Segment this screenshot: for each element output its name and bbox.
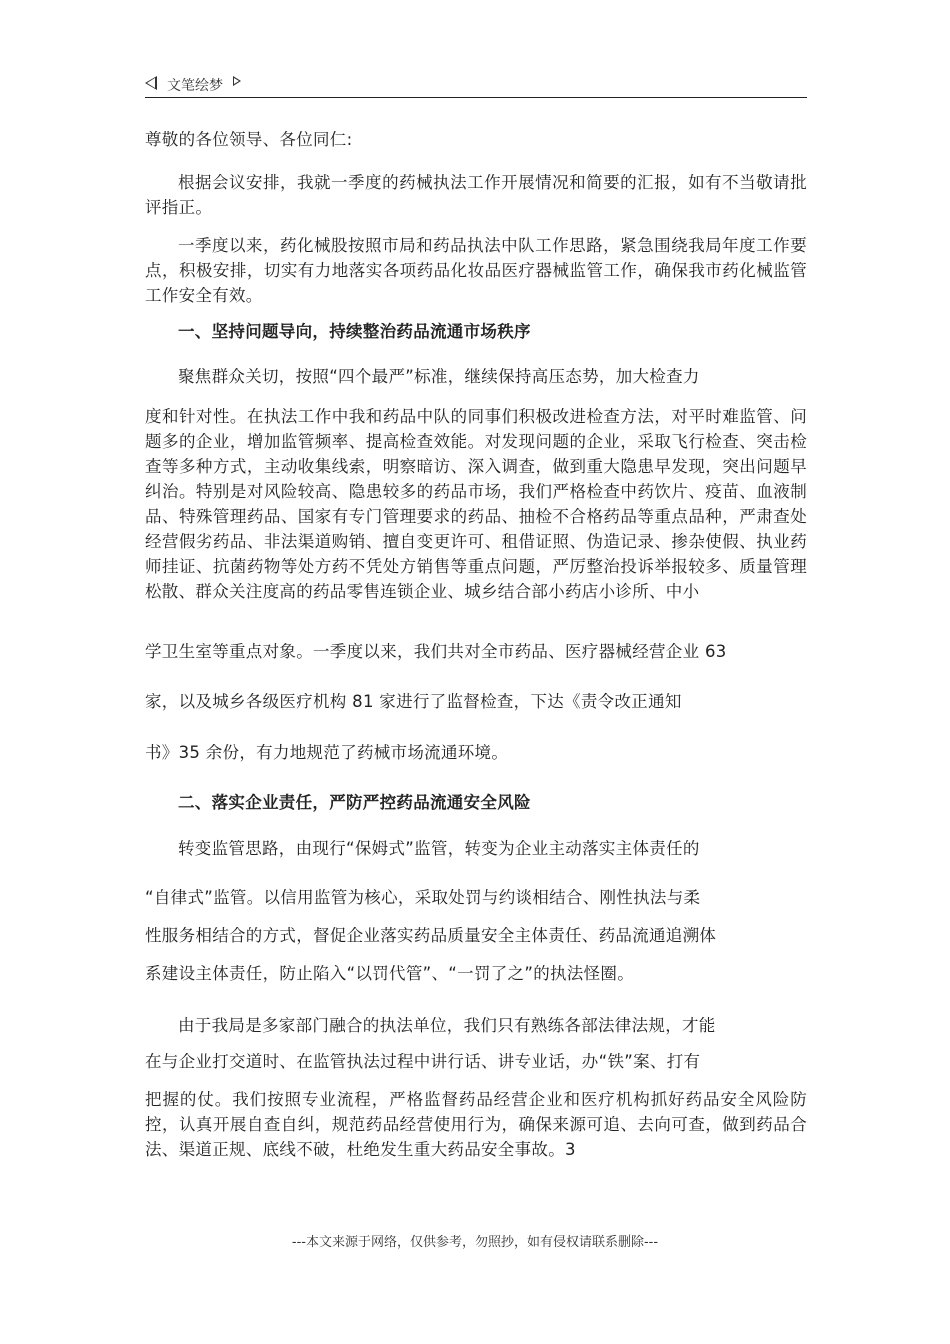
- overview-text: 一季度以来，药化械股按照市局和药品执法中队工作思路，紧急围绕我局年度工作要点，积极安排，切实有力地落实各项药品化妆品医疗器械监管工作，确保我市药化械监管工作安全有效。: [145, 236, 807, 305]
- section1-p3: 学卫生室等重点对象。一季度以来，我们共对全市药品、医疗器械经营企业 63: [145, 642, 727, 661]
- section2-heading: 二、落实企业责任，严防严控药品流通安全风险: [178, 793, 531, 812]
- triangle-right-icon: [233, 76, 241, 86]
- intro-text: 根据会议安排，我就一季度的药械执法工作开展情况和简要的汇报，如有不当敬请批评指正。: [145, 173, 807, 217]
- section2-p2: “自律式”监管。以信用监管为核心，采取处罚与约谈相结合、刚性执法与柔: [145, 888, 701, 907]
- section1-p5: 书》35 余份，有力地规范了药械市场流通环境。: [145, 743, 509, 762]
- section2-p4: 系建设主体责任，防止陷入“以罚代管”、“一罚了之”的执法怪圈。: [145, 964, 634, 983]
- section1-p4: 家，以及城乡各级医疗机构 81 家进行了监督检查，下达《责令改正通知: [145, 692, 682, 711]
- section1-p2: 度和针对性。在执法工作中我和药品中队的同事们积极改进检查方法，对平时难监管、问题多的企业，增加监管频率、提高检查效能。对发现问题的企业，采取飞行检查、突击检查等多种方式，主动收集线索，明察暗访、深入调查，做到重大隐患早发现，突出问题早纠治。特别是对风险较高、隐患较多的药品市场，我们严格检查中药饮片、疫苗、血液制品、特殊管理药品、国家有专门管理要求的药品、抽检不合格药品等重点品种，严肃查处经营假劣药品、非法渠道购销、擅自变更许可、租借证照、伪造记录、掺杂使假、执业药师挂证、抗菌药物等处方药不凭处方销售等重点问题，严厉整治投诉举报较多、质量管理松散、群众关注度高的药品零售连锁企业、城乡结合部小药店小诊所、中小: [145, 407, 807, 601]
- section2-p3: 性服务相结合的方式，督促企业落实药品质量安全主体责任、药品流通追溯体: [145, 926, 717, 945]
- section2-p6: 在与企业打交道时、在监管执法过程中讲行话、讲专业话，办“铁”案、打有: [145, 1052, 701, 1071]
- header-rule: [145, 97, 807, 98]
- footer-disclaimer: ---本文来源于网络，仅供参考，勿照抄，如有侵权请联系删除---: [291, 1235, 659, 1250]
- intro-paragraph: [145, 170, 807, 220]
- section2-p1: 转变监管思路，由现行“保姆式”监管，转变为企业主动落实主体责任的: [178, 839, 700, 858]
- overview-paragraph: [145, 233, 807, 308]
- header-title: 文笔绘梦: [167, 78, 223, 94]
- triangle-left-icon: [145, 76, 157, 90]
- section1-p1: 聚焦群众关切，按照“四个最严”标准，继续保持高压态势，加大检查力: [178, 367, 700, 386]
- greeting: 尊敬的各位领导、各位同仁:: [145, 130, 353, 149]
- section2-p5: 由于我局是多家部门融合的执法单位，我们只有熟练各部法律法规，才能: [178, 1016, 716, 1035]
- section2-p7: 把握的仗。我们按照专业流程，严格监督药品经营企业和医疗机构抓好药品安全风险防控，认真开展自查自纠，规范药品经营使用行为，确保来源可追、去向可查，做到药品合法、渠道正规、底线不破，杜绝发生重大药品安全事故。3: [145, 1090, 807, 1159]
- section1-heading: 一、坚持问题导向，持续整治药品流通市场秩序: [178, 322, 531, 341]
- page-header: [145, 70, 807, 98]
